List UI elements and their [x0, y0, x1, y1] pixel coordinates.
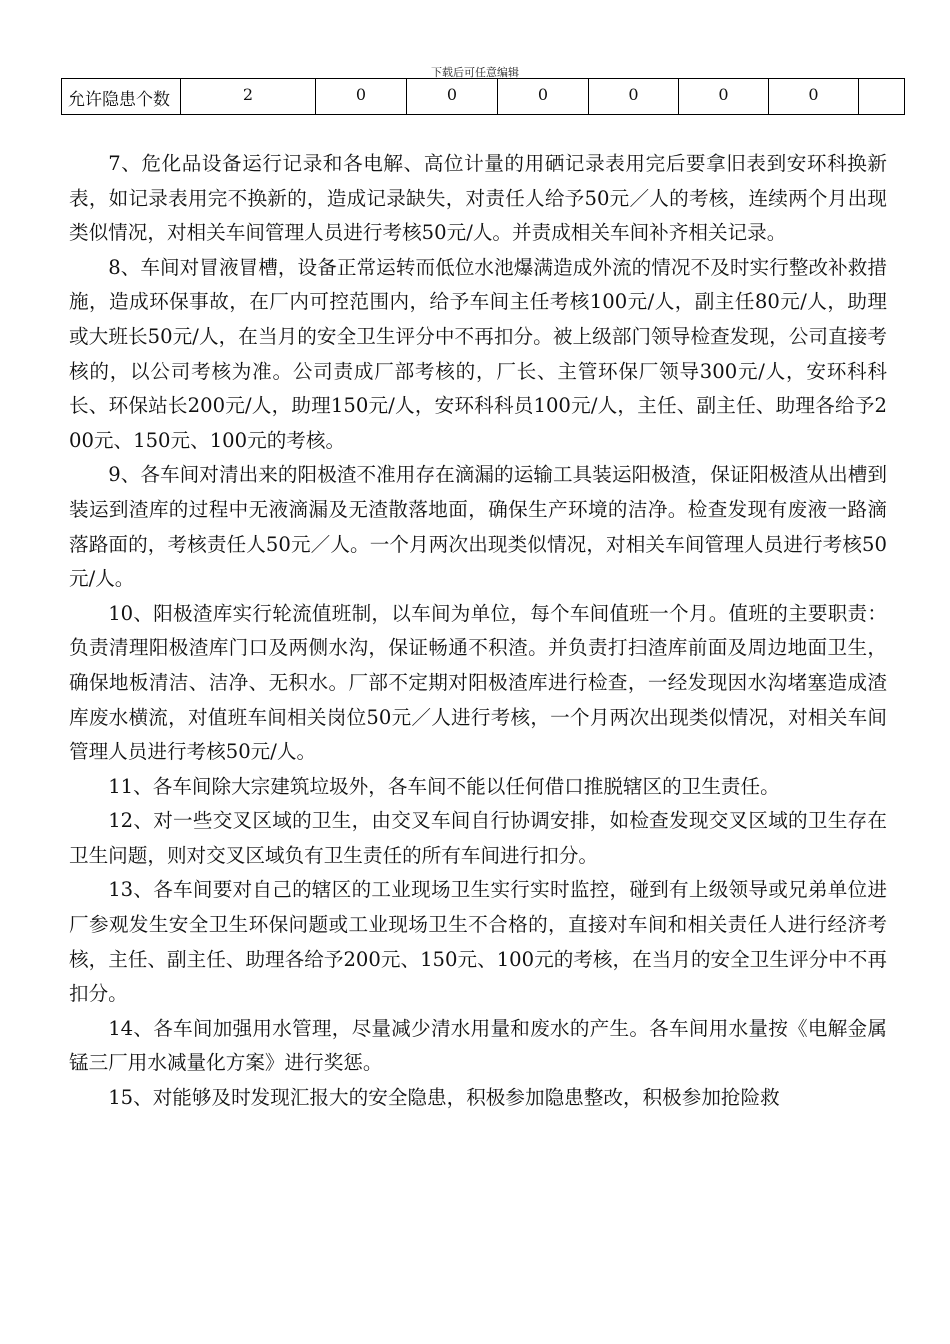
- paragraph-12: 12、对一些交叉区域的卫生，由交叉车间自行协调安排，如检查发现交叉区域的卫生存在卫生问题，则对交叉区域负有卫生责任的所有车间进行扣分。: [69, 809, 887, 867]
- table-cell: 0: [589, 79, 679, 115]
- table-cell: 0: [498, 79, 589, 115]
- page-header-note: 下载后可任意编辑: [431, 66, 519, 79]
- paragraph-15: 15、对能够及时发现汇报大的安全隐患，积极参加隐患整改，积极参加抢险救: [108, 1086, 780, 1110]
- paragraph-14: 14、各车间加强用水管理，尽量减少清水用量和废水的产生。各车间用水量按《电解金属锰三厂用水减量化方案》进行奖惩。: [69, 1016, 887, 1075]
- row-label-cell: 允许隐患个数: [62, 79, 181, 115]
- table-cell: 2: [181, 79, 316, 115]
- paragraph-11: 11、各车间除大宗建筑垃圾外，各车间不能以任何借口推脱辖区的卫生责任。: [108, 774, 780, 798]
- paragraph-8: 8、车间对冒液冒槽，设备正常运转而低位水池爆满造成外流的情况不及时实行整改补救措施，造成环保事故，在厂内可控范围内，给予车间主任考核100元/人，副主任80元/人，助理或大班长50元/人，在当月的安全卫生评分中不再扣分。被上级部门领导检查发现，公司直接考核的，以公司考核为准。公司责成厂部考核的，厂长、主管环保厂领导300元/人，安环科科长、环保站长200元/人，助理150元/人，安环科科员100元/人，主任、副主任、助理各给予200元、150元、100元的考核。: [69, 255, 887, 452]
- paragraph-13: 13、各车间要对自己的辖区的工业现场卫生实行实时监控，碰到有上级领导或兄弟单位进厂参观发生安全卫生环保问题或工业现场卫生不合格的，直接对车间和相关责任人进行经济考核，主任、副主任、助理各给予200元、150元、100元的考核，在当月的安全卫生评分中不再扣分。: [69, 878, 887, 1006]
- table-cell: 0: [769, 79, 859, 115]
- paragraph-9: 9、各车间对清出来的阳极渣不准用存在滴漏的运输工具装运阳极渣，保证阳极渣从出槽到装运到渣库的过程中无液滴漏及无渣散落地面，确保生产环境的洁净。检查发现有废液一路滴落路面的，考核责任人50元／人。一个月两次出现类似情况，对相关车间管理人员进行考核50元/人。: [69, 463, 887, 591]
- table-cell: [859, 79, 905, 115]
- table-row: [62, 79, 905, 115]
- table-cell: 0: [679, 79, 769, 115]
- hazard-count-table: [61, 78, 905, 115]
- paragraph-10: 10、阳极渣库实行轮流值班制，以车间为单位，每个车间值班一个月。值班的主要职责：负责清理阳极渣库门口及两侧水沟，保证畅通不积渣。并负责打扫渣库前面及周边地面卫生，确保地板清洁、洁净、无积水。厂部不定期对阳极渣库进行检查，一经发现因水沟堵塞造成渣库废水横流，对值班车间相关岗位50元／人进行考核，一个月两次出现类似情况，对相关车间管理人员进行考核50元/人。: [69, 601, 887, 764]
- paragraph-7: 7、危化品设备运行记录和各电解、高位计量的用硒记录表用完后要拿旧表到安环科换新表，如记录表用完不换新的，造成记录缺失，对责任人给予50元／人的考核，连续两个月出现类似情况，对相关车间管理人员进行考核50元/人。并责成相关车间补齐相关记录。: [69, 152, 887, 245]
- table-cell: 0: [407, 79, 498, 115]
- table-cell: 0: [316, 79, 407, 115]
- document-body: [69, 147, 887, 1116]
